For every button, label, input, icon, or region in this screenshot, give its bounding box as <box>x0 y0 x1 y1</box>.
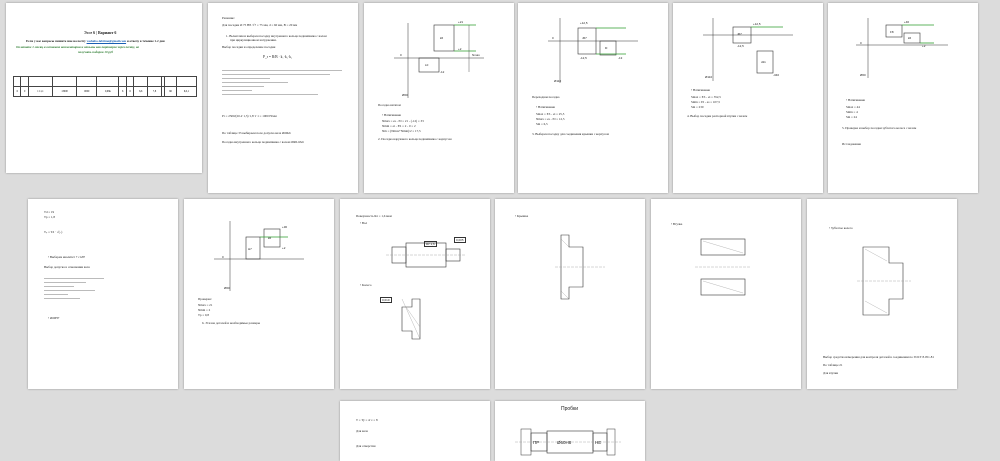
fit-diagram-5 <box>184 199 334 389</box>
list-head: • Натягивание <box>691 88 711 92</box>
calc-1: Td = 19 <box>44 210 55 214</box>
step-1b: при циркуляционном нагружении. <box>230 38 277 42</box>
step-2: 2. Посадка наружного кольца подшипника с корпусом <box>378 137 452 141</box>
page-5-fit-diagram <box>673 3 823 193</box>
dim-ring: l0 <box>605 46 608 50</box>
cover-table <box>13 76 197 97</box>
calc-1: Smax = 44 <box>846 105 860 109</box>
ending-line: Посадка внутреннего кольца подшипника с валом Ø60L0/k6 <box>222 140 304 144</box>
table-header-cell <box>176 77 196 87</box>
table-header-cell <box>165 77 177 87</box>
list-head: • Натягивание <box>846 98 866 102</box>
calc-3: Для отверстия <box>356 444 376 448</box>
table-cell: 13000 <box>52 87 76 97</box>
calc-3: Tₚ = Td · √(..) <box>44 230 63 234</box>
calc-2: Smin = EI - es = 107,5 <box>691 100 721 104</box>
plugs-title: Пробки <box>561 406 578 412</box>
item-shaft: • Вал <box>360 221 368 225</box>
table-cell: 0 <box>21 87 28 97</box>
item-gear: • Зубчатое колесо <box>829 226 853 230</box>
selection-line: По таблице 33 выбираем поле допуска вала Ø60k6 <box>222 131 291 135</box>
table-cell: 0000 <box>77 87 97 97</box>
table-header-cell <box>119 77 126 87</box>
check-head: Проверка: <box>198 297 212 301</box>
plug-gauge-drawing <box>495 401 645 461</box>
solution-header: Решение: <box>222 16 235 20</box>
page-13-calc <box>340 401 490 461</box>
item-line: Выбор допуска в отношении вала <box>44 265 90 269</box>
given-line: Для посадки Ø 75 Н8 / f7 = 75 мм, d = 60 мм, В = 20 мм <box>222 23 298 27</box>
page-14-plugs <box>495 401 645 461</box>
body-text-lines <box>44 275 104 302</box>
table-header-cell <box>28 77 52 87</box>
calc-2: Tp = 1,8 <box>44 215 55 219</box>
calc-3: Tp = 0,8 <box>198 313 209 317</box>
table-header-cell <box>52 77 76 87</box>
item-wheel: • Колесо <box>360 283 372 287</box>
calc-1: Т = Ту = Δ·ε = 8 <box>356 418 378 422</box>
dim-zero: 0 <box>222 255 224 259</box>
table-cell: 6 <box>119 87 126 97</box>
table-cell: 66 <box>165 87 177 97</box>
table-cell: 6 <box>126 87 133 97</box>
table-header-cell <box>148 77 162 87</box>
table-header-cell <box>126 77 133 87</box>
sub-head: Исследование <box>842 142 862 146</box>
calc-1: Smax = ES - ei = 25,5 <box>536 112 565 116</box>
dim-top: +30 <box>282 225 288 229</box>
dim-ei: +2 <box>458 47 462 51</box>
note-line: Выбор посадки и определение посадки <box>222 45 276 49</box>
step-1: 1. Вычислим и выберем посадку внутреннего кольца подшипника с валом <box>226 34 327 38</box>
dim-low: -12,5 <box>580 56 587 60</box>
calc-1: Nmax = es - EI = 21 - (-12) = 33 <box>382 119 424 123</box>
dim-es: +21 <box>458 20 464 24</box>
table-header-cell <box>21 77 28 87</box>
cover-green-1: Оплатите 1 месяц и оставьте комментарии и отзывы как партнеров через почту, не <box>16 45 140 49</box>
cover-text-1: Если у вас вопросы пишите мне на почту vashabo-labtime@gmail.com и отвечу в течение 1-2 дня <box>26 39 165 43</box>
surface-head: Поверхность Rz = 1,6 мкм <box>356 214 392 218</box>
step-6: 6. Эталон деталей и необходимые размеры <box>202 321 261 325</box>
calc-2: Smin = 4 <box>846 110 858 114</box>
dim-shaft: k6 <box>908 36 912 40</box>
table-cell: 6,0,1 <box>176 87 196 97</box>
list-head: • Натягивание <box>536 105 556 109</box>
rz-label: Rz 1,6 <box>426 242 435 246</box>
cover-title: Эссе 6 | Вариант 6 <box>84 30 117 35</box>
gear-drawing <box>807 199 957 389</box>
table-header-cell <box>134 77 148 87</box>
table-cell: 6 <box>14 87 21 97</box>
dim-nmax: Nmax <box>472 53 480 57</box>
shaft-drawing <box>340 199 490 389</box>
table-header-cell <box>97 77 119 87</box>
step-4: 4. Выбор посадки распорной втулки с валом <box>687 114 748 118</box>
label-nogo: НЕ <box>595 440 602 445</box>
body-text-lines <box>222 67 342 98</box>
table-cell: 6,6 <box>134 87 148 97</box>
tol-label-2: 0,010 <box>382 298 390 302</box>
tol-label: 0,005 <box>456 238 464 242</box>
calc-2: Nmin = ei - ES = 2 - 0 = 2 <box>382 124 416 128</box>
dim-hole: F8 <box>890 30 894 34</box>
page-11-bushing <box>651 199 801 389</box>
dim-diam: Ø110 <box>554 79 562 83</box>
email-link[interactable]: vashabo-labtime@gmail.com <box>86 39 127 43</box>
dim-top: +12,5 <box>753 22 761 26</box>
calc-2: Nmax = es - EI = 12,5 <box>536 117 565 121</box>
formula-1: P_r = R/B · k₁·k₂·k₃ <box>263 55 293 59</box>
dim-diam: Ø60 <box>224 286 230 290</box>
foot-3: Для втулки <box>823 371 839 375</box>
dim-low: +2 <box>282 246 286 250</box>
dim-zero: 0 <box>400 53 402 57</box>
dim-diam: Ø60 <box>860 73 866 77</box>
page-7-calc <box>28 199 178 389</box>
fit-caption: Посадка натягом <box>378 103 401 107</box>
dim-low: -12,5 <box>737 44 744 48</box>
table-header-cell <box>14 77 21 87</box>
dim-ring-low: -13 <box>618 56 623 60</box>
calc-2: Для вала <box>356 429 368 433</box>
list-head: • Натягивание <box>382 113 402 117</box>
page-6-fit-diagram <box>828 3 978 193</box>
calc-3: Sm = 24 <box>846 115 857 119</box>
dim-diam: Ø110 <box>705 75 713 79</box>
dim-shaft: d11 <box>761 60 766 64</box>
dim-zero: 0 <box>552 36 554 40</box>
dim-low: +2 <box>922 44 926 48</box>
fit-caption: Переходная посадка <box>532 95 560 99</box>
calc-1: Smax = ES - ei = 352,5 <box>691 95 721 99</box>
dim-top: +12,5 <box>580 21 588 25</box>
item-cover: • Крышка <box>515 214 529 218</box>
dim-hole: J67 <box>582 36 587 40</box>
dim-shaft: k6 <box>440 36 444 40</box>
dim-lower: -12 <box>440 70 445 74</box>
result-line: • Ø60H7 <box>48 316 60 320</box>
dim-top: +46 <box>904 20 910 24</box>
foot-1: Выбор средства измерения для контроля деталей в соединении по ГОСТ 8.051-81 <box>823 355 934 359</box>
table-cell: 1 11,1 <box>28 87 52 97</box>
page-3-fit-diagram <box>364 3 514 193</box>
label-go: ПР <box>533 440 540 445</box>
step-5: 5. Проверка и выбор посадки зубчатого колеса с валом <box>842 126 917 130</box>
calc-4: • Выберем квалитет 7 с k87 <box>48 255 86 259</box>
page-2-solution <box>208 3 358 193</box>
calc-3: Nm = (Nmax+Nmin)/2 = 17,5 <box>382 129 421 133</box>
dim-diam: Ø60 <box>402 93 408 97</box>
cover-drawing <box>495 199 645 389</box>
foot-2: По таблице 21 <box>823 363 843 367</box>
page-1-cover <box>6 3 202 173</box>
cover-green-2: получать подарок 10 руб <box>78 50 113 54</box>
calc-2: Nmin = 2 <box>198 308 211 312</box>
table-header-cell <box>77 77 97 87</box>
step-3: 3. Выберем посадку для соединения крышки с корпусом <box>532 132 609 136</box>
table-cell: 0,08к <box>97 87 119 97</box>
item-bushing: • Втулка <box>671 222 683 226</box>
page-12-gear <box>807 199 957 389</box>
page-4-fit-diagram <box>518 3 668 193</box>
page-8-check <box>184 199 334 389</box>
dim-hole: J67 <box>737 32 742 36</box>
calc-1: Nmax = 21 <box>198 303 213 307</box>
dim-hole: H7 <box>248 247 252 251</box>
calc-line: Pr = 2500/(20-2·1,5)·1,8·1·1 = 1000 Н/мм <box>222 114 277 118</box>
table-cell: 7,8 <box>148 87 162 97</box>
dim-low2: -340 <box>773 73 780 77</box>
dim-shaft: k6 <box>268 236 272 240</box>
fit-diagram-1 <box>364 3 514 193</box>
label-diam: Ø60Н8 <box>557 440 572 445</box>
dim-ring: L0 <box>425 63 429 67</box>
bushing-drawing <box>651 199 801 389</box>
page-10-cover <box>495 199 645 389</box>
calc-3: Sm = 230 <box>691 105 704 109</box>
calc-3: Sm = 6,5 <box>536 122 548 126</box>
page-9-shaft <box>340 199 490 389</box>
dim-zero: 0 <box>860 41 862 45</box>
